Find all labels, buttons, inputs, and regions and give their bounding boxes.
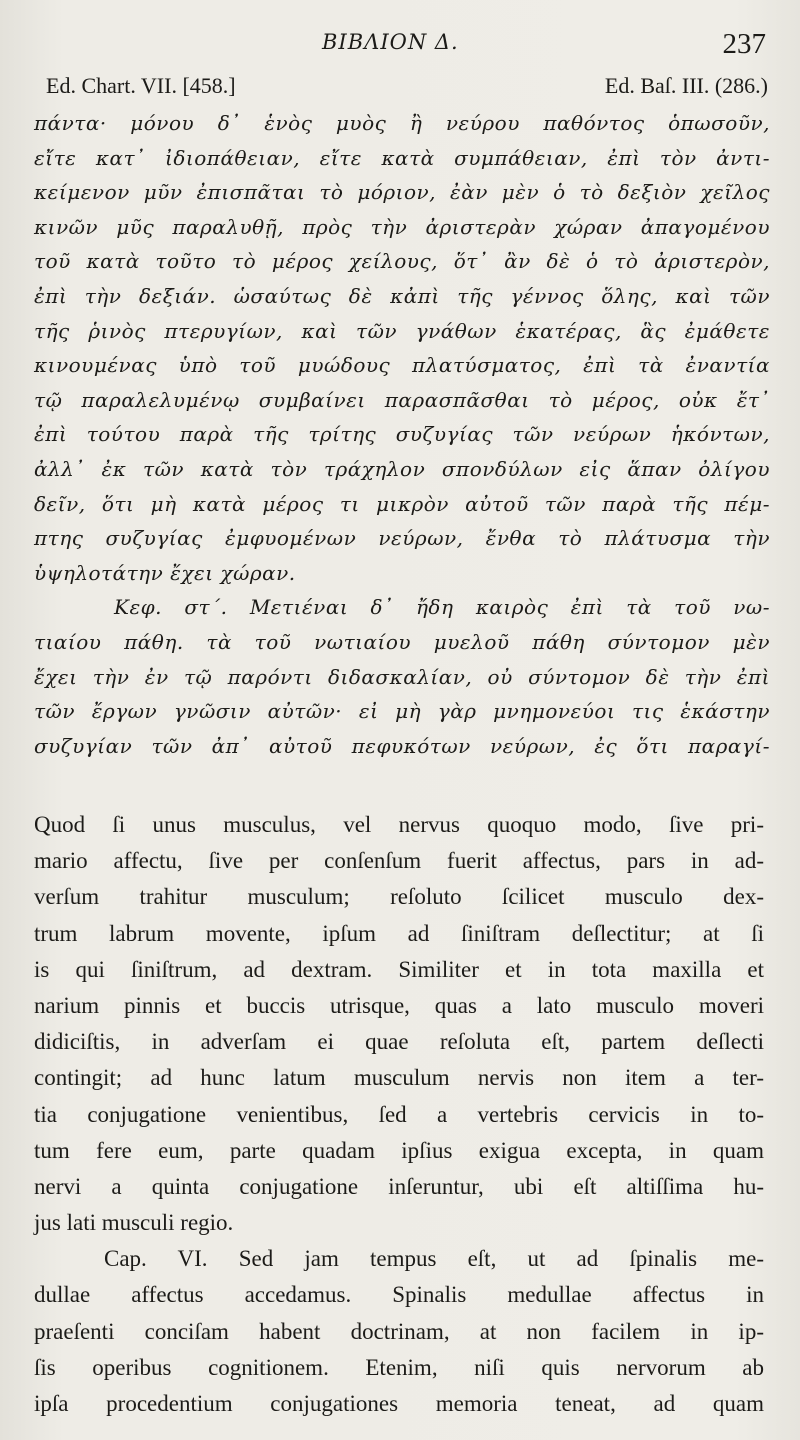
edition-chartier-ref: Ed. Chart. VII. [458.] xyxy=(46,73,236,98)
greek-chapter-heading-line: Κεφ. στ΄. Μετιέναι δ᾽ ἤδη καιρὸς ἐπὶ τὰ τοῦ νω- xyxy=(114,595,770,620)
greek-line: τοῦ κατὰ τοῦτο τὸ μέρος χείλους, ὅτ᾽ ἂν δὲ ὁ τὸ ἀριστερὸν, xyxy=(34,249,770,274)
greek-line: κινῶν μῦς παραλυθῇ, πρὸς τὴν ἀριστερὰν χώραν ἀπαγομένου xyxy=(34,214,770,239)
greek-line: ἐπὶ τὴν δεξιάν. ὡσαύτως δὲ κἀπὶ τῆς γέννος ὅλης, καὶ τῶν xyxy=(34,283,770,308)
latin-line: verſum trahitur musculum; reſoluto ſcilicet musculo dex- xyxy=(34,884,764,910)
running-head xyxy=(0,28,800,62)
greek-line: κείμενον μῦν ἐπισπᾶται τὸ μόριον, ἐὰν μὲν ὁ τὸ δεξιὸν χεῖλος xyxy=(34,180,770,205)
latin-line: trum labrum movente, ipſum ad ſiniſtram deſlectitur; at ſi xyxy=(34,920,764,946)
greek-text-block xyxy=(34,106,770,763)
greek-line: πάντα· μόνου δ᾽ ἑνὸς μυὸς ἢ νεύρου παθόντος ὁπωσοῦν, xyxy=(34,111,770,135)
page-number: 237 xyxy=(722,28,766,60)
latin-line: praeſenti conciſam habent doctrinam, at non facilem in ip- xyxy=(34,1318,764,1344)
edition-basel-ref: Ed. Baſ. III. (286.) xyxy=(604,73,768,98)
greek-line: τῆς ῥινὸς πτερυγίων, καὶ τῶν γνάθων ἑκατέρας, ἃς ἐμάθετε xyxy=(34,318,770,343)
latin-line: contingit; ad hunc latum musculum nervis non item a ter- xyxy=(34,1065,764,1091)
latin-line: ipſa procedentium conjugationes memoria teneat, ad quam xyxy=(34,1391,764,1416)
latin-line: narium pinnis et buccis utrisque, quas a lato musculo moveri xyxy=(34,992,764,1018)
greek-line: κινουμένας ὑπὸ τοῦ μυώδους πλατύσματος, ἐπὶ τὰ ἐναντία xyxy=(34,353,770,378)
latin-text-block xyxy=(34,807,764,1422)
greek-line: τῶν ἔργων γνῶσιν αὐτῶν· εἰ μὴ γὰρ μνημονεύοι τις ἑκάστην xyxy=(34,699,770,724)
greek-line: πτης συζυγίας ἐμφυομένων νεύρων, ἔνθα τὸ πλάτυσμα τὴν xyxy=(34,526,770,551)
latin-line: jus lati musculi regio. xyxy=(34,1210,234,1236)
latin-line: tia conjugatione venientibus, ſed a vertebris cervicis in to- xyxy=(34,1101,764,1127)
greek-line: δεῖν, ὅτι μὴ κατὰ μέρος τι μικρὸν αὐτοῦ τῶν παρὰ τῆς πέμ- xyxy=(34,491,770,516)
running-title: BIBΛΙΟΝ Δ. xyxy=(322,30,459,54)
greek-line: τῷ παραλελυμένῳ συμβαίνει παρασπᾶσθαι τὸ μέρος, οὐκ ἔτ᾽ xyxy=(34,387,770,412)
greek-line: εἴτε κατ᾽ ἰδιοπάθειαν, εἴτε κατὰ συμπάθειαν, ἐπὶ τὸν ἀντι- xyxy=(34,145,770,170)
latin-line: didiciſtis, in adverſam ei quae reſoluta eſt, partem deſlecti xyxy=(34,1029,764,1055)
latin-line: ſis operibus cognitionem. Etenim, niſi quis nervorum ab xyxy=(34,1354,764,1380)
greek-line: ἀλλ᾽ ἐκ τῶν κατὰ τὸν τράχηλον σπονδύλων εἰς ἅπαν ὀλίγου xyxy=(34,456,770,481)
latin-line: dullae affectus accedamus. Spinalis medullae affectus in xyxy=(34,1282,764,1308)
latin-line: is qui ſiniſtrum, ad dextram. Similiter et in tota maxilla et xyxy=(34,956,764,982)
latin-line: tum fere eum, parte quadam ipſius exigua excepta, in quam xyxy=(34,1137,764,1163)
greek-line: ἐπὶ τούτου παρὰ τῆς τρίτης συζυγίας τῶν νεύρων ἡκόντων, xyxy=(34,422,770,447)
greek-line: ἔχει τὴν ἐν τῷ παρόντι διδασκαλίαν, οὐ σύντομον δὲ τὴν ἐπὶ xyxy=(34,664,770,689)
latin-line: Quod ſi unus musculus, vel nervus quoquo modo, ſive pri- xyxy=(34,812,764,837)
latin-line: mario affectu, ſive per conſenſum fuerit affectus, pars in ad- xyxy=(34,848,764,874)
edition-references xyxy=(46,73,768,103)
greek-line: συζυγίαν τῶν ἀπ᾽ αὐτοῦ πεφυκότων νεύρων, ἐς ὅτι παραγί- xyxy=(34,733,770,758)
greek-line: ὑψηλοτάτην ἔχει χώραν. xyxy=(34,560,296,585)
latin-line: nervi a quinta conjugatione inſeruntur, ubi eſt altiſſima hu- xyxy=(34,1173,764,1199)
greek-line: τιαίου πάθη. τὰ τοῦ νωτιαίου μυελοῦ πάθη σύντομον μὲν xyxy=(34,629,770,654)
latin-chapter-heading-line: Cap. VI. Sed jam tempus eſt, ut ad ſpinalis me- xyxy=(104,1246,764,1272)
